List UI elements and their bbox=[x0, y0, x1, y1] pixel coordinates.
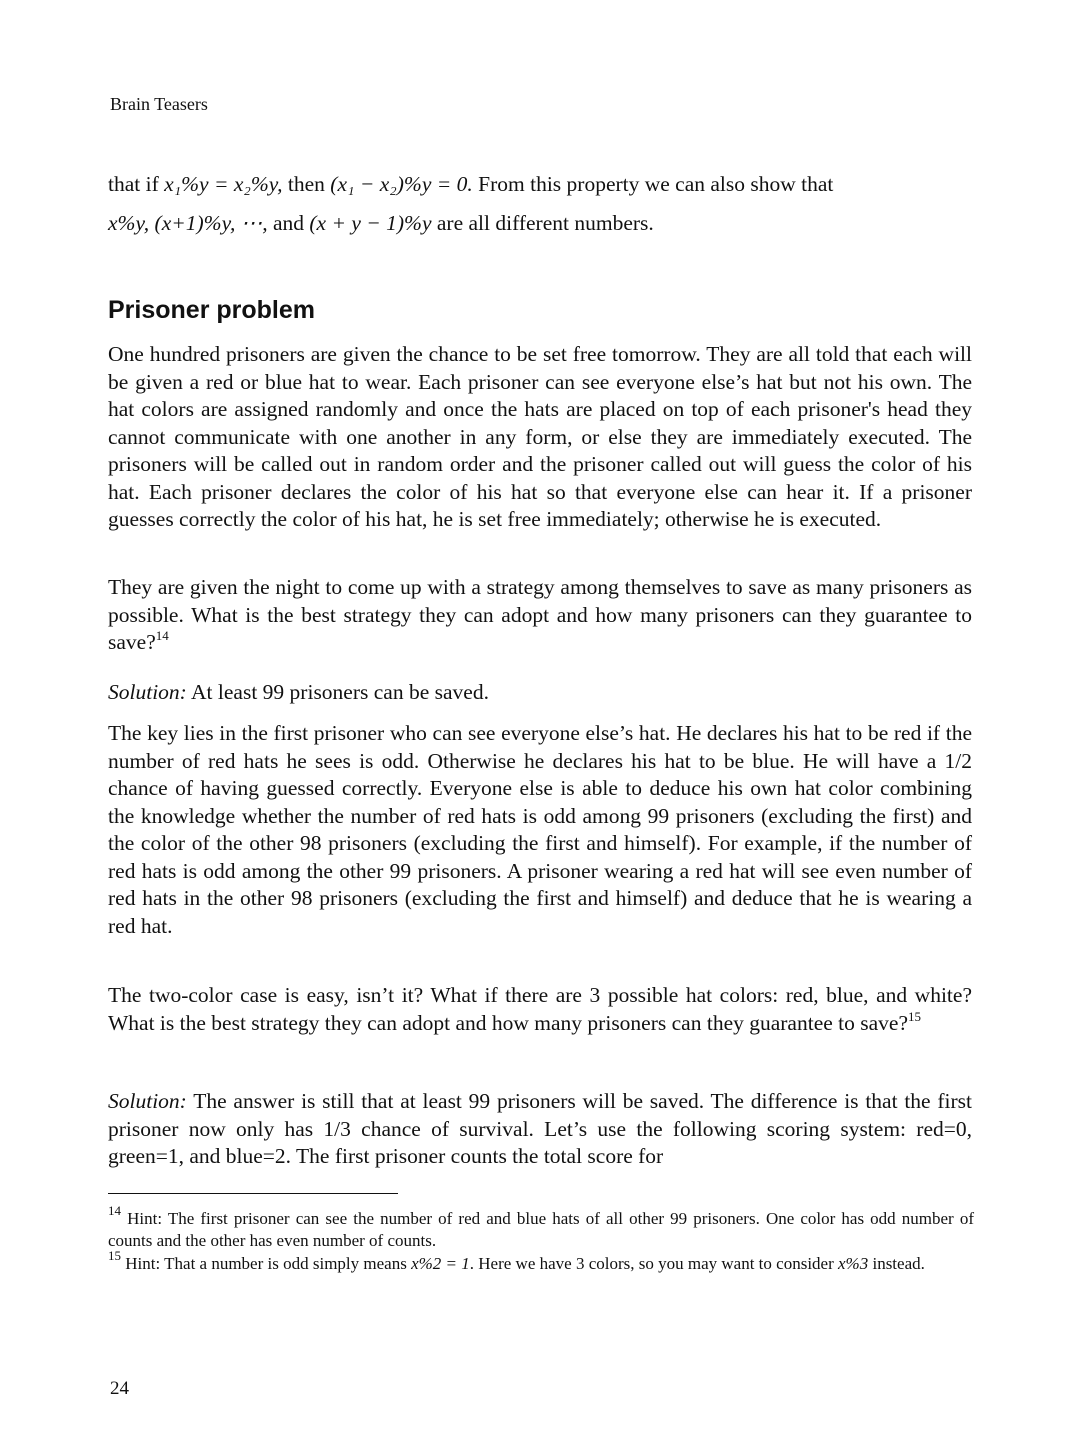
paragraph-explanation: The key lies in the first prisoner who can see everyone else’s hat. He declares his hat to be red if the number of red hats he sees is odd. Otherwise he declares his hat to be blue. He will have a 1/2 chance of having guessed correctly. Everyone else is able to deduce his own hat color combining the knowledge whether the number of red hats is odd among 99 prisoners (excluding the first) and the color of the other 98 prisoners (excluding the first and himself). For example, if the number of red hats is odd among the other 99 prisoners. A prisoner wearing a red hat will see even number of red hats in the other 98 prisoners (excluding the first and himself) and deduce that he is wearing a red hat. bbox=[108, 721, 972, 938]
math-congruence: x₁%y = x₂%y, bbox=[164, 172, 283, 196]
math-last-term: (x + y − 1)%y bbox=[309, 211, 432, 235]
footnote-divider bbox=[108, 1193, 398, 1194]
math-sequence: x%y, (x+1)%y, ⋯, bbox=[108, 211, 268, 235]
paragraph-three-colors: The two-color case is easy, isn’t it? What if there are 3 possible hat colors: red, blue, and white? What is the best strategy they can adopt and how many prisoners can they guarantee to save?$^{15}$ bbox=[108, 983, 972, 1035]
paragraph-solution-1: Solution: At least 99 prisoners can be saved. bbox=[108, 680, 489, 704]
math-difference: (x₁ − x₂)%y = 0. bbox=[330, 172, 473, 196]
paragraph-solution-2: Solution: The answer is still that at least 99 prisoners will be saved. The difference is that the first prisoner now only has 1/3 chance of survival. Let’s use the following scoring system: red=0, green=1, and blue=2. The first prisoner counts the total score for bbox=[108, 1089, 972, 1168]
footnote-14: $^{14}$ Hint: The first prisoner can see the number of red and blue hats of all other 99 prisoners. One color has odd number of counts and the other has even number of counts. bbox=[108, 1203, 974, 1250]
section-heading: Prisoner problem bbox=[108, 296, 315, 324]
running-head: Brain Teasers bbox=[110, 94, 208, 114]
math-mod-three: x%3 bbox=[838, 1254, 869, 1273]
footnote-15: $^{15}$ Hint: That a number is odd simply means x%2 = 1. Here we have 3 colors, so you may want to consider x%3 instead. bbox=[108, 1248, 925, 1273]
math-odd-test: x%2 = 1 bbox=[411, 1254, 470, 1273]
page-number: 24 bbox=[110, 1378, 129, 1399]
solution-label: Solution: bbox=[108, 680, 187, 704]
solution-label: Solution: bbox=[108, 1089, 187, 1113]
footnote-ref-15[interactable]: 15 bbox=[908, 1008, 922, 1024]
footnote-number: 15 bbox=[108, 1248, 121, 1263]
intro-line-1: that if x₁%y = x₂%y, then (x₁ − x₂)%y = 0. From this property we can also show that bbox=[108, 172, 834, 196]
paragraph-problem: One hundred prisoners are given the chance to be set free tomorrow. They are all told that each will be given a red or blue hat to wear. Each prisoner can see everyone else’s hat but not his own. The hat colors are assigned randomly and once the hats are placed on top of each prisoner's head they cannot communicate with one another in any form, or else they are immediately executed. The prisoners will be called out in random order and the prisoner called out will guess the color of his hat. Each prisoner declares the color of his hat so that everyone else can hear it. If a prisoner guesses correctly the color of his hat, he is set free immediately; otherwise he is executed. bbox=[108, 342, 972, 531]
footnote-number: 14 bbox=[108, 1203, 121, 1218]
footnote-ref-14[interactable]: 14 bbox=[155, 628, 169, 643]
paragraph-question: They are given the night to come up with a strategy among themselves to save as many prisoners as possible. What is the best strategy they can adopt and how many prisoners can they guarantee to save?$^{14}$ bbox=[108, 575, 972, 654]
intro-line-2: x%y, (x+1)%y, ⋯, and (x + y − 1)%y are all different numbers. bbox=[108, 211, 654, 235]
